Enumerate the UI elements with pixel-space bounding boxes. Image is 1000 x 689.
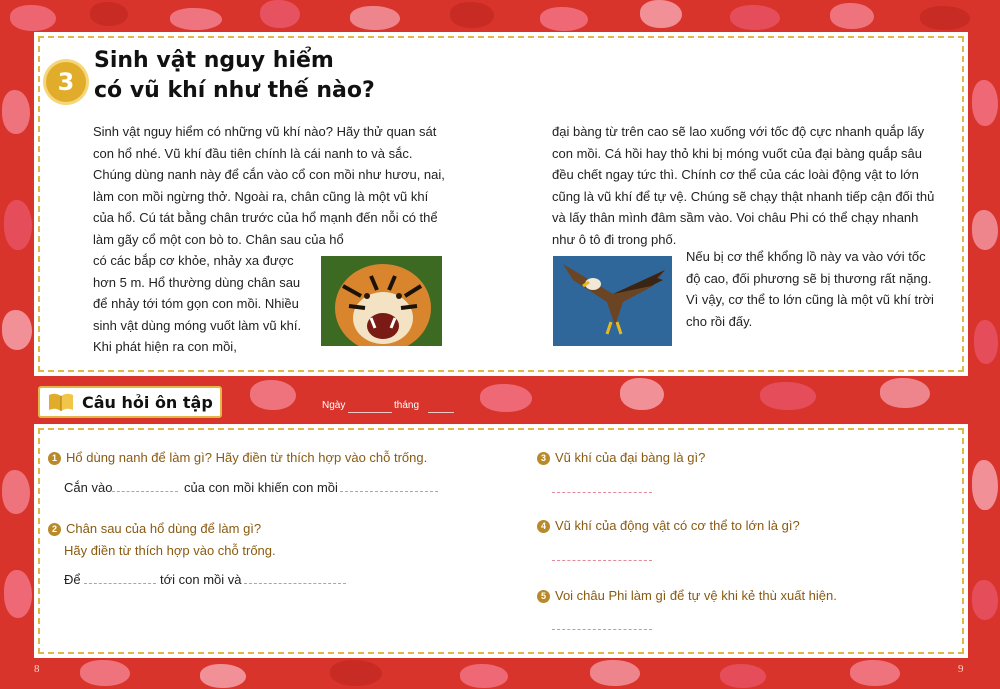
question-text-line2: Hãy điền từ thích hợp vào chỗ trống. — [64, 543, 276, 558]
book-icon — [48, 392, 74, 412]
question-2 — [48, 518, 408, 562]
question-text: Hổ dùng nanh để làm gì? Hãy điền từ thích hợp vào chỗ trống. — [66, 450, 428, 465]
section-title — [94, 46, 375, 106]
q3-answer-blank[interactable] — [552, 492, 652, 493]
section-title-line2: có vũ khí như thế nào? — [94, 78, 375, 103]
question-text: Vũ khí của động vật có cơ thể to lớn là gì? — [555, 518, 800, 533]
q1-answer-middle: của con mồi khiến con mồi — [184, 480, 338, 495]
q5-answer-blank[interactable] — [552, 629, 652, 630]
article-right-wrap: Nếu bị cơ thể khổng lồ này va vào với tốc độ cao, đối phương sẽ bị thương rất nặng. Vì vậy, cơ thể to lớn cũng là một vũ khí trời cho rồi đấy. — [686, 249, 934, 329]
question-5 — [537, 585, 837, 607]
date-day-field[interactable] — [348, 412, 392, 413]
article-left-wrap: có các bắp cơ khỏe, nhảy xa được hơn 5 m. Hổ thường dùng chân sau để nhảy tới tóm gọn con mồi. Nhiều sinh vật dùng móng vuốt làm vũ khí. Khi phát hiện ra con mồi, — [93, 253, 302, 354]
question-number: 3 — [537, 452, 550, 465]
question-1 — [48, 447, 427, 469]
eagle-photo — [553, 256, 672, 346]
question-number: 2 — [48, 523, 61, 536]
question-text-line1: Chân sau của hổ dùng để làm gì? — [66, 521, 262, 536]
page-number-right: 9 — [958, 663, 964, 675]
question-text: Vũ khí của đại bàng là gì? — [555, 450, 706, 465]
review-heading-tab — [38, 386, 222, 418]
date-month-label: tháng — [394, 400, 420, 411]
article-left-paragraph: Sinh vật nguy hiểm có những vũ khí nào? Hãy thử quan sát con hổ nhé. Vũ khí đầu tiên chính là cái nanh to và sắc. Chúng dùng nanh này để cắn vào cổ con mồi như hươu, nai, làm con mồi ngừng thở. Ngoài ra, chân cũng là một vũ khí của hổ. Cú tát bằng chân trước của hổ mạnh đến nỗi có thể làm gãy cổ một con bò to. Chân sau của hổ — [93, 124, 445, 247]
tiger-photo — [321, 256, 442, 346]
q2-blank-2[interactable] — [244, 583, 346, 584]
section-number-badge: 3 — [46, 62, 86, 102]
section-title-line1: Sinh vật nguy hiểm — [94, 48, 334, 73]
q2-blank-1[interactable] — [84, 583, 156, 584]
q4-answer-blank[interactable] — [552, 560, 652, 561]
question-text: Voi châu Phi làm gì để tự vệ khi kẻ thù xuất hiện. — [555, 588, 837, 603]
review-heading: Câu hỏi ôn tập — [82, 392, 213, 412]
page-number-left: 8 — [34, 663, 40, 675]
question-4 — [537, 515, 800, 537]
article-right-paragraph: đại bàng từ trên cao sẽ lao xuống với tốc độ cực nhanh quắp lấy con mồi. Cá hồi hay thỏ khi bị móng vuốt của đại bàng quắp sâu đều chết ngay tức thì. Chính cơ thể của các loài động vật to lớn cũng là vũ khí để tự vệ. Chúng sẽ chạy thật nhanh tiếp cận đối thủ và lấy thân mình đâm sầm vào. Voi châu Phi có thể chạy nhanh như ô tô đi trong phố. — [552, 124, 935, 247]
date-day-label: Ngày — [322, 400, 346, 411]
q1-blank-1[interactable] — [112, 491, 178, 492]
question-number: 4 — [537, 520, 550, 533]
q1-answer-prefix: Cắn vào — [64, 480, 113, 495]
q1-blank-2[interactable] — [340, 491, 438, 492]
question-number: 1 — [48, 452, 61, 465]
date-month-field[interactable] — [428, 412, 454, 413]
question-number: 5 — [537, 590, 550, 603]
question-3 — [537, 447, 705, 469]
q2-answer-middle: tới con mồi và — [160, 572, 242, 587]
q2-answer-prefix: Để — [64, 572, 81, 587]
